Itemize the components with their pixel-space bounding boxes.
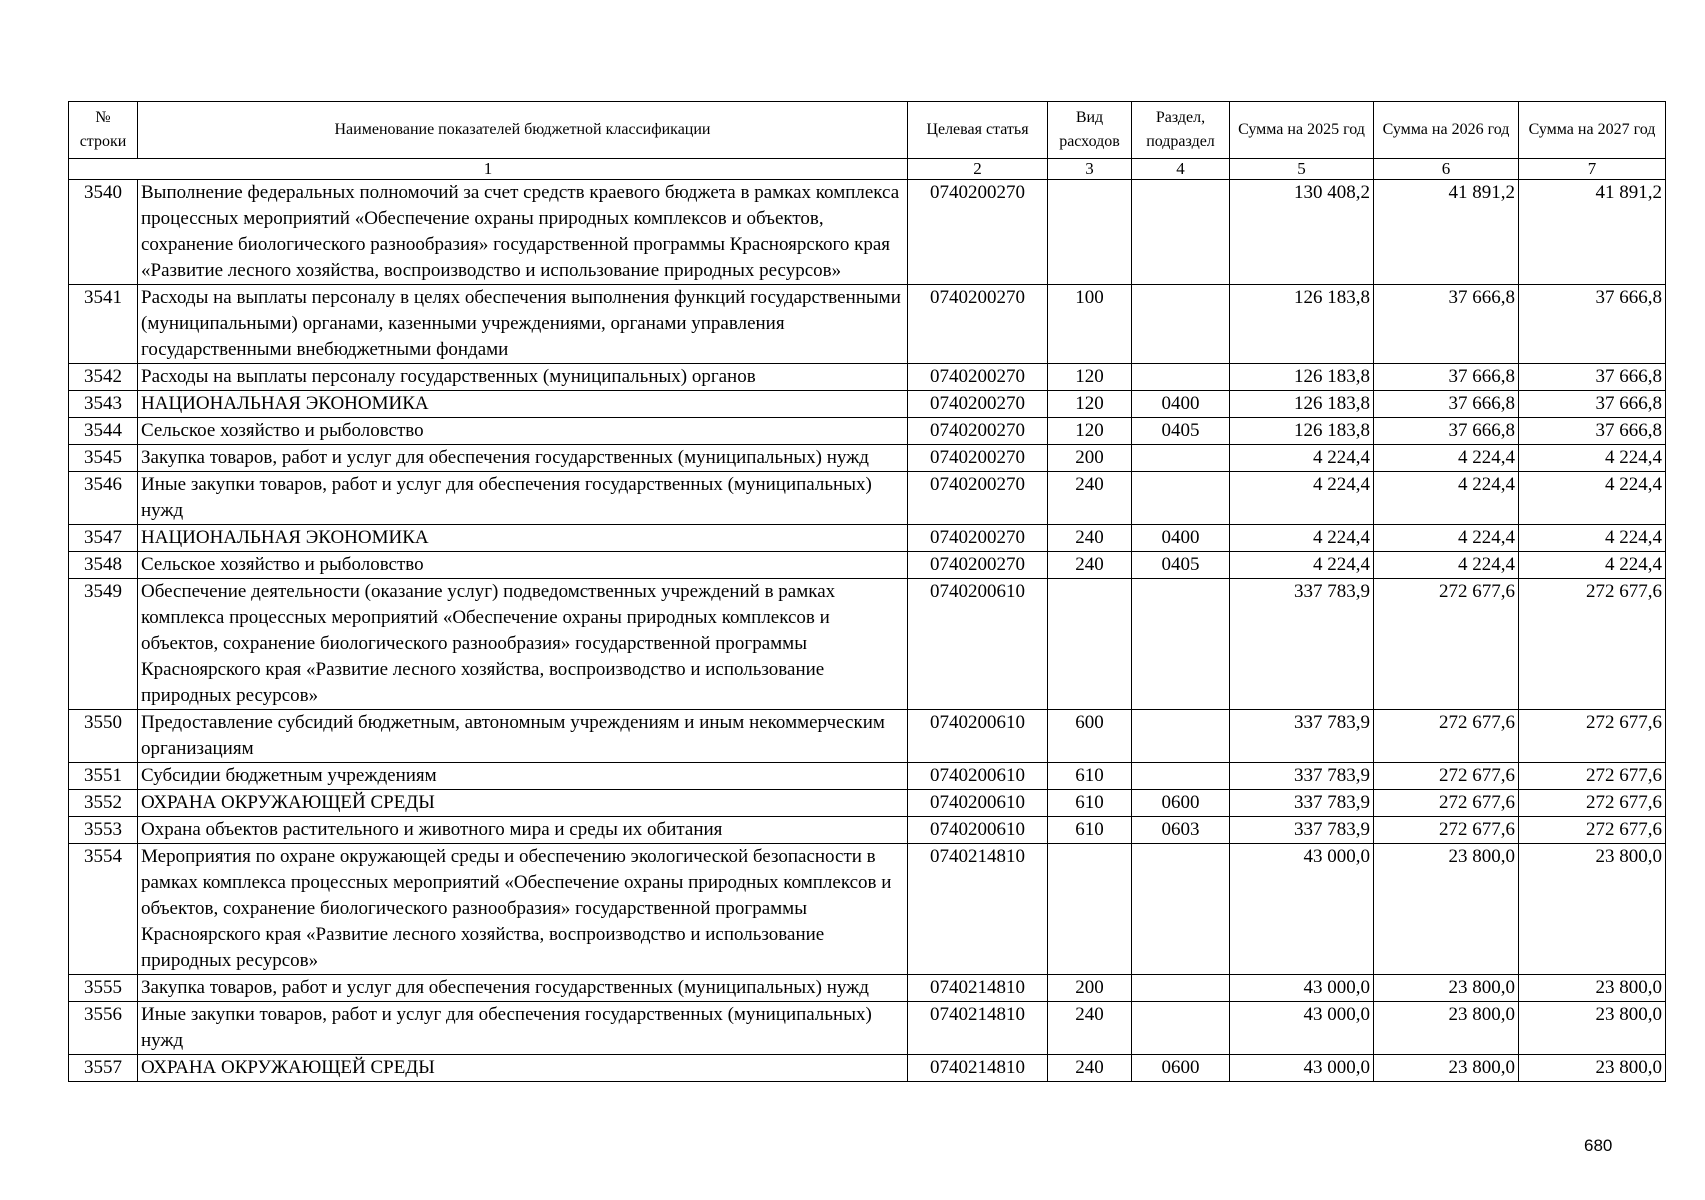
- row-name: Субсидии бюджетным учреждениям: [138, 763, 908, 790]
- row-number: 3542: [69, 364, 138, 391]
- table-row: [69, 445, 1666, 472]
- row-sum-2025: 337 783,9: [1230, 790, 1374, 817]
- column-number: 1: [69, 159, 908, 180]
- column-number: 3: [1048, 159, 1132, 180]
- row-sum-2025: 126 183,8: [1230, 285, 1374, 364]
- row-expense-type: 120: [1048, 391, 1132, 418]
- row-number: 3551: [69, 763, 138, 790]
- row-name: ОХРАНА ОКРУЖАЮЩЕЙ СРЕДЫ: [138, 790, 908, 817]
- table-row: [69, 364, 1666, 391]
- row-sum-2026: 37 666,8: [1374, 285, 1519, 364]
- row-sum-2026: 23 800,0: [1374, 844, 1519, 975]
- row-section: 0600: [1132, 1055, 1230, 1082]
- row-target-code: 0740200270: [908, 285, 1048, 364]
- table-row: [69, 1002, 1666, 1055]
- row-section: 0400: [1132, 391, 1230, 418]
- row-sum-2025: 126 183,8: [1230, 418, 1374, 445]
- table-row: [69, 710, 1666, 763]
- row-number: 3543: [69, 391, 138, 418]
- row-sum-2025: 43 000,0: [1230, 844, 1374, 975]
- row-expense-type: 240: [1048, 525, 1132, 552]
- page-number: 680: [1584, 1136, 1613, 1155]
- table-row: [69, 418, 1666, 445]
- row-expense-type: 120: [1048, 364, 1132, 391]
- row-section: 0603: [1132, 817, 1230, 844]
- row-sum-2027: 4 224,4: [1519, 472, 1666, 525]
- header-sum-2027: Сумма на 2027 год: [1519, 102, 1666, 159]
- row-section: 0405: [1132, 418, 1230, 445]
- row-sum-2027: 272 677,6: [1519, 790, 1666, 817]
- row-sum-2026: 41 891,2: [1374, 180, 1519, 285]
- row-sum-2025: 126 183,8: [1230, 391, 1374, 418]
- column-number: 4: [1132, 159, 1230, 180]
- header-sum-2025: Сумма на 2025 год: [1230, 102, 1374, 159]
- row-number: 3553: [69, 817, 138, 844]
- column-number: 2: [908, 159, 1048, 180]
- row-name: Расходы на выплаты персоналу государственных (муниципальных) органов: [138, 364, 908, 391]
- row-sum-2027: 272 677,6: [1519, 817, 1666, 844]
- row-sum-2026: 4 224,4: [1374, 472, 1519, 525]
- row-expense-type: [1048, 844, 1132, 975]
- row-number: 3555: [69, 975, 138, 1002]
- column-number-row: [69, 159, 1666, 180]
- row-target-code: 0740214810: [908, 1002, 1048, 1055]
- row-sum-2026: 23 800,0: [1374, 1002, 1519, 1055]
- row-sum-2027: 4 224,4: [1519, 525, 1666, 552]
- row-section: 0405: [1132, 552, 1230, 579]
- row-sum-2025: 337 783,9: [1230, 710, 1374, 763]
- row-target-code: 0740200610: [908, 763, 1048, 790]
- row-expense-type: [1048, 579, 1132, 710]
- row-section: [1132, 975, 1230, 1002]
- row-number: 3550: [69, 710, 138, 763]
- row-name: Закупка товаров, работ и услуг для обеспечения государственных (муниципальных) нужд: [138, 975, 908, 1002]
- row-sum-2025: 4 224,4: [1230, 525, 1374, 552]
- row-sum-2026: 23 800,0: [1374, 975, 1519, 1002]
- row-expense-type: 610: [1048, 790, 1132, 817]
- row-sum-2025: 43 000,0: [1230, 1002, 1374, 1055]
- row-expense-type: 240: [1048, 472, 1132, 525]
- row-target-code: 0740200270: [908, 180, 1048, 285]
- row-sum-2026: 37 666,8: [1374, 418, 1519, 445]
- column-number: 5: [1230, 159, 1374, 180]
- row-sum-2027: 37 666,8: [1519, 285, 1666, 364]
- row-sum-2026: 272 677,6: [1374, 790, 1519, 817]
- row-expense-type: 240: [1048, 552, 1132, 579]
- row-name: Сельское хозяйство и рыболовство: [138, 418, 908, 445]
- row-sum-2025: 126 183,8: [1230, 364, 1374, 391]
- row-expense-type: 600: [1048, 710, 1132, 763]
- row-sum-2027: 4 224,4: [1519, 552, 1666, 579]
- row-sum-2026: 272 677,6: [1374, 579, 1519, 710]
- row-sum-2026: 272 677,6: [1374, 817, 1519, 844]
- row-sum-2025: 337 783,9: [1230, 817, 1374, 844]
- header-vid: Вид расходов: [1048, 102, 1132, 159]
- row-number: 3547: [69, 525, 138, 552]
- row-expense-type: 120: [1048, 418, 1132, 445]
- row-target-code: 0740200610: [908, 817, 1048, 844]
- row-name: Иные закупки товаров, работ и услуг для обеспечения государственных (муниципальных) нужд: [138, 1002, 908, 1055]
- row-sum-2026: 4 224,4: [1374, 525, 1519, 552]
- row-sum-2027: 23 800,0: [1519, 975, 1666, 1002]
- row-sum-2025: 337 783,9: [1230, 763, 1374, 790]
- row-name: Охрана объектов растительного и животного мира и среды их обитания: [138, 817, 908, 844]
- row-target-code: 0740200270: [908, 364, 1048, 391]
- row-number: 3557: [69, 1055, 138, 1082]
- row-number: 3544: [69, 418, 138, 445]
- row-section: [1132, 844, 1230, 975]
- row-name: Мероприятия по охране окружающей среды и обеспечению экологической безопасности в рамках комплекса процессных мероприятий «Обеспечение охраны природных комплексов и объектов, сохранение биологического разнообразия» государственной программы Красноярского края «Развитие лесного хозяйства, воспроизводство и использование природных ресурсов»: [138, 844, 908, 975]
- row-section: [1132, 1002, 1230, 1055]
- table-row: [69, 391, 1666, 418]
- column-number: 7: [1519, 159, 1666, 180]
- row-sum-2027: 37 666,8: [1519, 391, 1666, 418]
- row-sum-2026: 4 224,4: [1374, 552, 1519, 579]
- row-sum-2025: 43 000,0: [1230, 975, 1374, 1002]
- row-sum-2025: 4 224,4: [1230, 552, 1374, 579]
- row-sum-2027: 37 666,8: [1519, 364, 1666, 391]
- row-sum-2027: 272 677,6: [1519, 710, 1666, 763]
- row-name: Иные закупки товаров, работ и услуг для обеспечения государственных (муниципальных) нужд: [138, 472, 908, 525]
- table-row: [69, 763, 1666, 790]
- row-sum-2027: 23 800,0: [1519, 1002, 1666, 1055]
- row-number: 3548: [69, 552, 138, 579]
- row-sum-2026: 37 666,8: [1374, 391, 1519, 418]
- row-section: [1132, 579, 1230, 710]
- row-name: Закупка товаров, работ и услуг для обеспечения государственных (муниципальных) нужд: [138, 445, 908, 472]
- row-target-code: 0740200270: [908, 391, 1048, 418]
- row-target-code: 0740200270: [908, 418, 1048, 445]
- row-name: Сельское хозяйство и рыболовство: [138, 552, 908, 579]
- row-sum-2027: 4 224,4: [1519, 445, 1666, 472]
- row-section: [1132, 285, 1230, 364]
- row-expense-type: 200: [1048, 445, 1132, 472]
- row-name: Выполнение федеральных полномочий за счет средств краевого бюджета в рамках комплекса процессных мероприятий «Обеспечение охраны природных комплексов и объектов, сохранение биологического разнообразия» государственной программы Красноярского края «Развитие лесного хозяйства, воспроизводство и использование природных ресурсов»: [138, 180, 908, 285]
- row-number: 3556: [69, 1002, 138, 1055]
- row-number: 3546: [69, 472, 138, 525]
- header-target: Целевая статья: [908, 102, 1048, 159]
- row-target-code: 0740200270: [908, 472, 1048, 525]
- row-target-code: 0740200610: [908, 579, 1048, 710]
- table-row: [69, 844, 1666, 975]
- row-target-code: 0740200610: [908, 710, 1048, 763]
- row-target-code: 0740200270: [908, 552, 1048, 579]
- row-number: 3549: [69, 579, 138, 710]
- row-name: НАЦИОНАЛЬНАЯ ЭКОНОМИКА: [138, 525, 908, 552]
- table-row: [69, 579, 1666, 710]
- row-sum-2025: 43 000,0: [1230, 1055, 1374, 1082]
- header-sum-2026: Сумма на 2026 год: [1374, 102, 1519, 159]
- row-sum-2026: 272 677,6: [1374, 763, 1519, 790]
- row-section: [1132, 180, 1230, 285]
- row-sum-2026: 23 800,0: [1374, 1055, 1519, 1082]
- row-target-code: 0740214810: [908, 844, 1048, 975]
- header-row-no: № строки: [69, 102, 138, 159]
- header-row: [69, 102, 1666, 159]
- table-row: [69, 817, 1666, 844]
- row-section: [1132, 364, 1230, 391]
- row-number: 3552: [69, 790, 138, 817]
- row-expense-type: 240: [1048, 1055, 1132, 1082]
- row-expense-type: 200: [1048, 975, 1132, 1002]
- row-number: 3545: [69, 445, 138, 472]
- budget-table: [68, 101, 1666, 1082]
- table-row: [69, 975, 1666, 1002]
- row-name: Расходы на выплаты персоналу в целях обеспечения выполнения функций государственными (муниципальными) органами, казенными учреждениями, органами управления государственными внебюджетными фондами: [138, 285, 908, 364]
- row-sum-2026: 272 677,6: [1374, 710, 1519, 763]
- row-sum-2027: 23 800,0: [1519, 844, 1666, 975]
- table-row: [69, 180, 1666, 285]
- row-sum-2025: 4 224,4: [1230, 472, 1374, 525]
- row-sum-2027: 23 800,0: [1519, 1055, 1666, 1082]
- row-section: [1132, 710, 1230, 763]
- row-expense-type: 100: [1048, 285, 1132, 364]
- header-name: Наименование показателей бюджетной классификации: [138, 102, 908, 159]
- row-sum-2027: 41 891,2: [1519, 180, 1666, 285]
- row-section: 0400: [1132, 525, 1230, 552]
- row-sum-2027: 272 677,6: [1519, 763, 1666, 790]
- header-razdel: Раздел, подраздел: [1132, 102, 1230, 159]
- table-row: [69, 1055, 1666, 1082]
- row-sum-2025: 337 783,9: [1230, 579, 1374, 710]
- table-row: [69, 285, 1666, 364]
- table-row: [69, 790, 1666, 817]
- row-sum-2025: 4 224,4: [1230, 445, 1374, 472]
- row-number: 3540: [69, 180, 138, 285]
- row-expense-type: 610: [1048, 763, 1132, 790]
- row-name: НАЦИОНАЛЬНАЯ ЭКОНОМИКА: [138, 391, 908, 418]
- row-target-code: 0740200270: [908, 525, 1048, 552]
- row-name: Предоставление субсидий бюджетным, автономным учреждениям и иным некоммерческим организациям: [138, 710, 908, 763]
- row-section: 0600: [1132, 790, 1230, 817]
- row-expense-type: 610: [1048, 817, 1132, 844]
- column-number: 6: [1374, 159, 1519, 180]
- row-target-code: 0740200270: [908, 445, 1048, 472]
- row-section: [1132, 763, 1230, 790]
- row-name: Обеспечение деятельности (оказание услуг) подведомственных учреждений в рамках комплекса процессных мероприятий «Обеспечение охраны природных комплексов и объектов, сохранение биологического разнообразия» государственной программы Красноярского края «Развитие лесного хозяйства, воспроизводство и использование природных ресурсов»: [138, 579, 908, 710]
- row-target-code: 0740214810: [908, 975, 1048, 1002]
- row-target-code: 0740200610: [908, 790, 1048, 817]
- row-number: 3541: [69, 285, 138, 364]
- row-name: ОХРАНА ОКРУЖАЮЩЕЙ СРЕДЫ: [138, 1055, 908, 1082]
- table-row: [69, 552, 1666, 579]
- row-section: [1132, 445, 1230, 472]
- row-expense-type: [1048, 180, 1132, 285]
- row-sum-2025: 130 408,2: [1230, 180, 1374, 285]
- row-sum-2026: 4 224,4: [1374, 445, 1519, 472]
- table-row: [69, 525, 1666, 552]
- row-target-code: 0740214810: [908, 1055, 1048, 1082]
- row-expense-type: 240: [1048, 1002, 1132, 1055]
- row-number: 3554: [69, 844, 138, 975]
- row-sum-2027: 272 677,6: [1519, 579, 1666, 710]
- row-sum-2026: 37 666,8: [1374, 364, 1519, 391]
- row-sum-2027: 37 666,8: [1519, 418, 1666, 445]
- table-row: [69, 472, 1666, 525]
- row-section: [1132, 472, 1230, 525]
